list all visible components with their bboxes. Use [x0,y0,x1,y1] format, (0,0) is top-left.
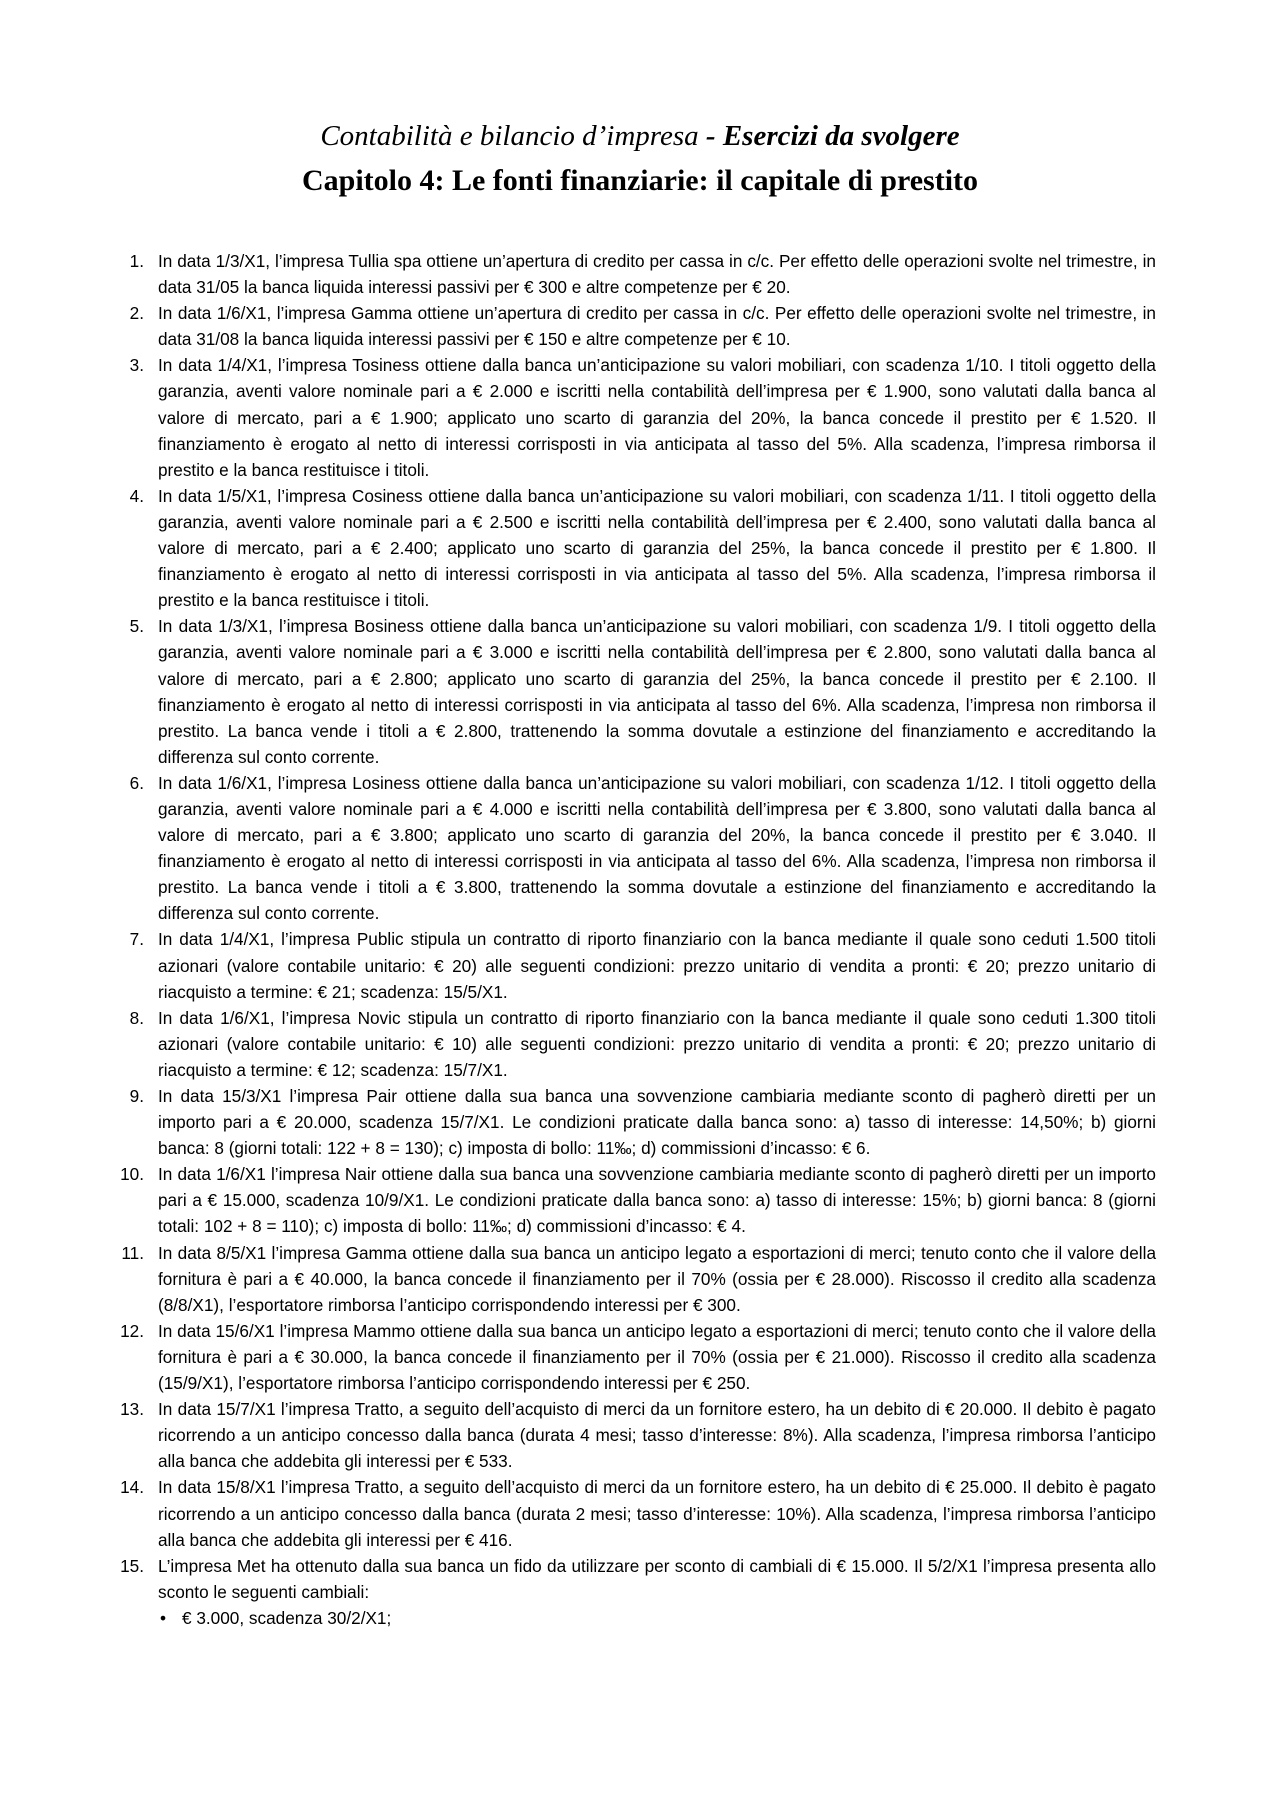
exercise-item [114,613,1156,770]
bill-text: € 3.000, scadenza 30/2/X1; [182,1607,392,1628]
exercise-item [114,1318,1156,1396]
book-title: Contabilità e bilancio d’impresa - Esercizi da svolgere [320,120,960,152]
exercise-text: L’impresa Met ha ottenuto dalla sua banca un fido da utilizzare per sconto di cambiali di € 15.000. Il 5/2/X1 l’impresa presenta allo sconto le seguenti cambiali: [158,1555,1156,1602]
exercise-number: 1. [129,251,144,271]
exercise-text: In data 15/7/X1 l’impresa Tratto, a seguito dell’acquisto di merci da un fornitore estero, ha un debito di € 20.000. Il debito è pagato ricorrendo a un anticipo concesso dalla banca (durata 4 mesi; tasso d’interesse: 8%). Alla scadenza, l’impresa rimborsa l’anticipo alla banca che addebita gli interessi per € 533. [158,1399,1156,1472]
exercise-item [114,1396,1156,1474]
exercise-number: 2. [129,303,144,324]
exercise-text: In data 1/6/X1, l’impresa Losiness ottiene dalla banca un’anticipazione su valori mobiliari, con scadenza 1/12. I titoli oggetto della garanzia, aventi valore nominale pari a € 4.000 e iscritti nella contabilità dell’impresa per € 3.800, sono valutati dalla banca al valore di mercato, pari a € 3.800; applicato uno scarto di garanzia del 20%, la banca concede il prestito per € 3.040. Il finanziamento è erogato al netto di interessi corrisposti in via anticipata al tasso del 6%. Alla scadenza, l’impresa non rimborsa il prestito. La banca vende i titoli a € 3.800, trattenendo la somma dovutale a estinzione del finanziamento e accreditando la differenza sul conto corrente. [158,772,1156,924]
exercise-number: 8. [129,1007,144,1028]
exercise-text: In data 1/6/X1, l’impresa Gamma ottiene un’apertura di credito per cassa in c/c. Per effetto delle operazioni svolte nel trimestre, in data 31/08 la banca liquida interessi passivi per € 150 e altre competenze per € 10. [158,303,1156,350]
bullet-icon: • [160,1607,167,1628]
exercise-item [114,248,1156,300]
exercise-text: In data 1/6/X1 l’impresa Nair ottiene dalla sua banca una sovvenzione cambiaria mediante sconto di pagherò diretti per un importo pari a € 15.000, scadenza 10/9/X1. Le condizioni praticate dalla banca sono: a) tasso di interesse: 15%; b) giorni banca: 8 (giorni totali: 102 + 8 = 110); c) imposta di bollo: 11‰; d) commissioni d’incasso: € 4. [158,1164,1156,1237]
exercise-number: 15. [120,1555,144,1576]
exercise-item [114,1161,1156,1239]
exercise-text: In data 1/3/X1, l’impresa Tullia spa ottiene un’apertura di credito per cassa in c/c. Per effetto delle operazioni svolte nel trimestre, in data 31/05 la banca liquida interessi passivi per € 300 e altre competenze per € 20. [158,251,1156,298]
exercise-item [114,1240,1156,1318]
exercise-item [114,1553,1156,1605]
exercise-text: In data 15/3/X1 l’impresa Pair ottiene dalla sua banca una sovvenzione cambiaria mediante sconto di pagherò diretti per un importo pari a € 20.000, scadenza 15/7/X1. Le condizioni praticate dalla banca sono: a) tasso di interesse: 14,50%; b) giorni banca: 8 (giorni totali: 122 + 8 = 130); c) imposta di bollo: 11‰; d) commissioni d’incasso: € 6. [158,1086,1156,1159]
exercise-number: 5. [129,616,144,637]
exercise-text: In data 1/3/X1, l’impresa Bosiness ottiene dalla banca un’anticipazione su valori mobiliari, con scadenza 1/9. I titoli oggetto della garanzia, aventi valore nominale pari a € 3.000 e iscritti nella contabilità dell’impresa per € 2.800, sono valutati dalla banca al valore di mercato, pari a € 2.800; applicato uno scarto di garanzia del 25%, la banca concede il prestito per € 2.100. Il finanziamento è erogato al netto di interessi corrisposti in via anticipata al tasso del 6%. Alla scadenza, l’impresa non rimborsa il prestito. La banca vende i titoli a € 2.800, trattenendo la somma dovutale a estinzione del finanziamento e accreditando la differenza sul conto corrente. [158,616,1156,767]
exercise-item [114,1005,1156,1083]
exercise-item [114,300,1156,352]
exercise-item [114,1083,1156,1161]
exercise-text: In data 15/6/X1 l’impresa Mammo ottiene dalla sua banca un anticipo legato a esportazioni di merci; tenuto conto che il valore della fornitura è pari a € 30.000, la banca concede il finanziamento per il 70% (ossia per € 21.000). Riscosso il credito alla scadenza (15/9/X1), l’esportatore rimborsa l’anticipo corrispondendo interessi per € 250. [158,1320,1156,1394]
exercise-text: In data 1/6/X1, l’impresa Novic stipula un contratto di riporto finanziario con la banca mediante il quale sono ceduti 1.300 titoli azionari (valore contabile unitario: € 10) alle seguenti condizioni: prezzo unitario di vendita a pronti: € 20; prezzo unitario di riacquisto a termine: € 12; scadenza: 15/7/X1. [158,1007,1156,1080]
exercise-list [114,248,1156,1631]
exercise-text: In data 15/8/X1 l’impresa Tratto, a seguito dell’acquisto di merci da un fornitore estero, ha un debito di € 25.000. Il debito è pagato ricorrendo a un anticipo concesso dalla banca (durata 2 mesi; tasso d’interesse: 10%). Alla scadenza, l’impresa rimborsa l’anticipo alla banca che addebita gli interessi per € 416. [158,1477,1156,1550]
exercise-item [114,352,1156,482]
exercise-item [114,1474,1156,1552]
exercise-number: 7. [129,929,144,950]
exercise-number: 11. [121,1242,144,1263]
exercise-number: 9. [129,1086,144,1106]
exercise-item [114,926,1156,1004]
exercise-number: 4. [129,485,144,506]
exercise-text: In data 1/5/X1, l’impresa Cosiness ottiene dalla banca un’anticipazione su valori mobiliari, con scadenza 1/11. I titoli oggetto della garanzia, aventi valore nominale pari a € 2.500 e iscritti nella contabilità dell’impresa per € 2.400, sono valutati dalla banca al valore di mercato, pari a € 2.400; applicato uno scarto di garanzia del 25%, la banca concede il prestito per € 1.800. Il finanziamento è erogato al netto di interessi corrisposti in via anticipata al tasso del 5%. Alla scadenza, l’impresa rimborsa il prestito e la banca restituisce i titoli. [158,485,1156,611]
exercise-number: 12. [120,1320,144,1341]
exercise-number: 10. [120,1164,144,1185]
bill-list-item [114,1605,1156,1631]
exercise-number: 3. [129,355,144,376]
exercise-number: 14. [120,1477,144,1498]
exercise-item [114,770,1156,927]
exercise-number: 13. [120,1399,144,1420]
exercise-text: In data 8/5/X1 l’impresa Gamma ottiene dalla sua banca un anticipo legato a esportazioni di merci; tenuto conto che il valore della fornitura è pari a € 40.000, la banca concede il finanziamento per il 70% (ossia per € 28.000). Riscosso il credito alla scadenza (8/8/X1), l’esportatore rimborsa l’anticipo corrispondendo interessi per € 300. [158,1242,1156,1315]
chapter-title: Capitolo 4: Le fonti finanziarie: il capitale di prestito [301,164,979,197]
exercise-item [114,483,1156,613]
exercise-text: In data 1/4/X1, l’impresa Tosiness ottiene dalla banca un’anticipazione su valori mobiliari, con scadenza 1/10. I titoli oggetto della garanzia, aventi valore nominale pari a € 2.000 e iscritti nella contabilità dell’impresa per € 1.900, sono valutati dalla banca al valore di mercato, pari a € 1.900; applicato uno scarto di garanzia del 20%, la banca concede il prestito per € 1.520. Il finanziamento è erogato al netto di interessi corrisposti in via anticipata al tasso del 5%. Alla scadenza, l’impresa rimborsa il prestito e la banca restituisce i titoli. [158,355,1156,480]
exercise-text: In data 1/4/X1, l’impresa Public stipula un contratto di riporto finanziario con la banca mediante il quale sono ceduti 1.500 titoli azionari (valore contabile unitario: € 20) alle seguenti condizioni: prezzo unitario di vendita a pronti: € 20; prezzo unitario di riacquisto a termine: € 21; scadenza: 15/5/X1. [158,929,1156,1002]
exercise-number: 6. [129,772,144,793]
